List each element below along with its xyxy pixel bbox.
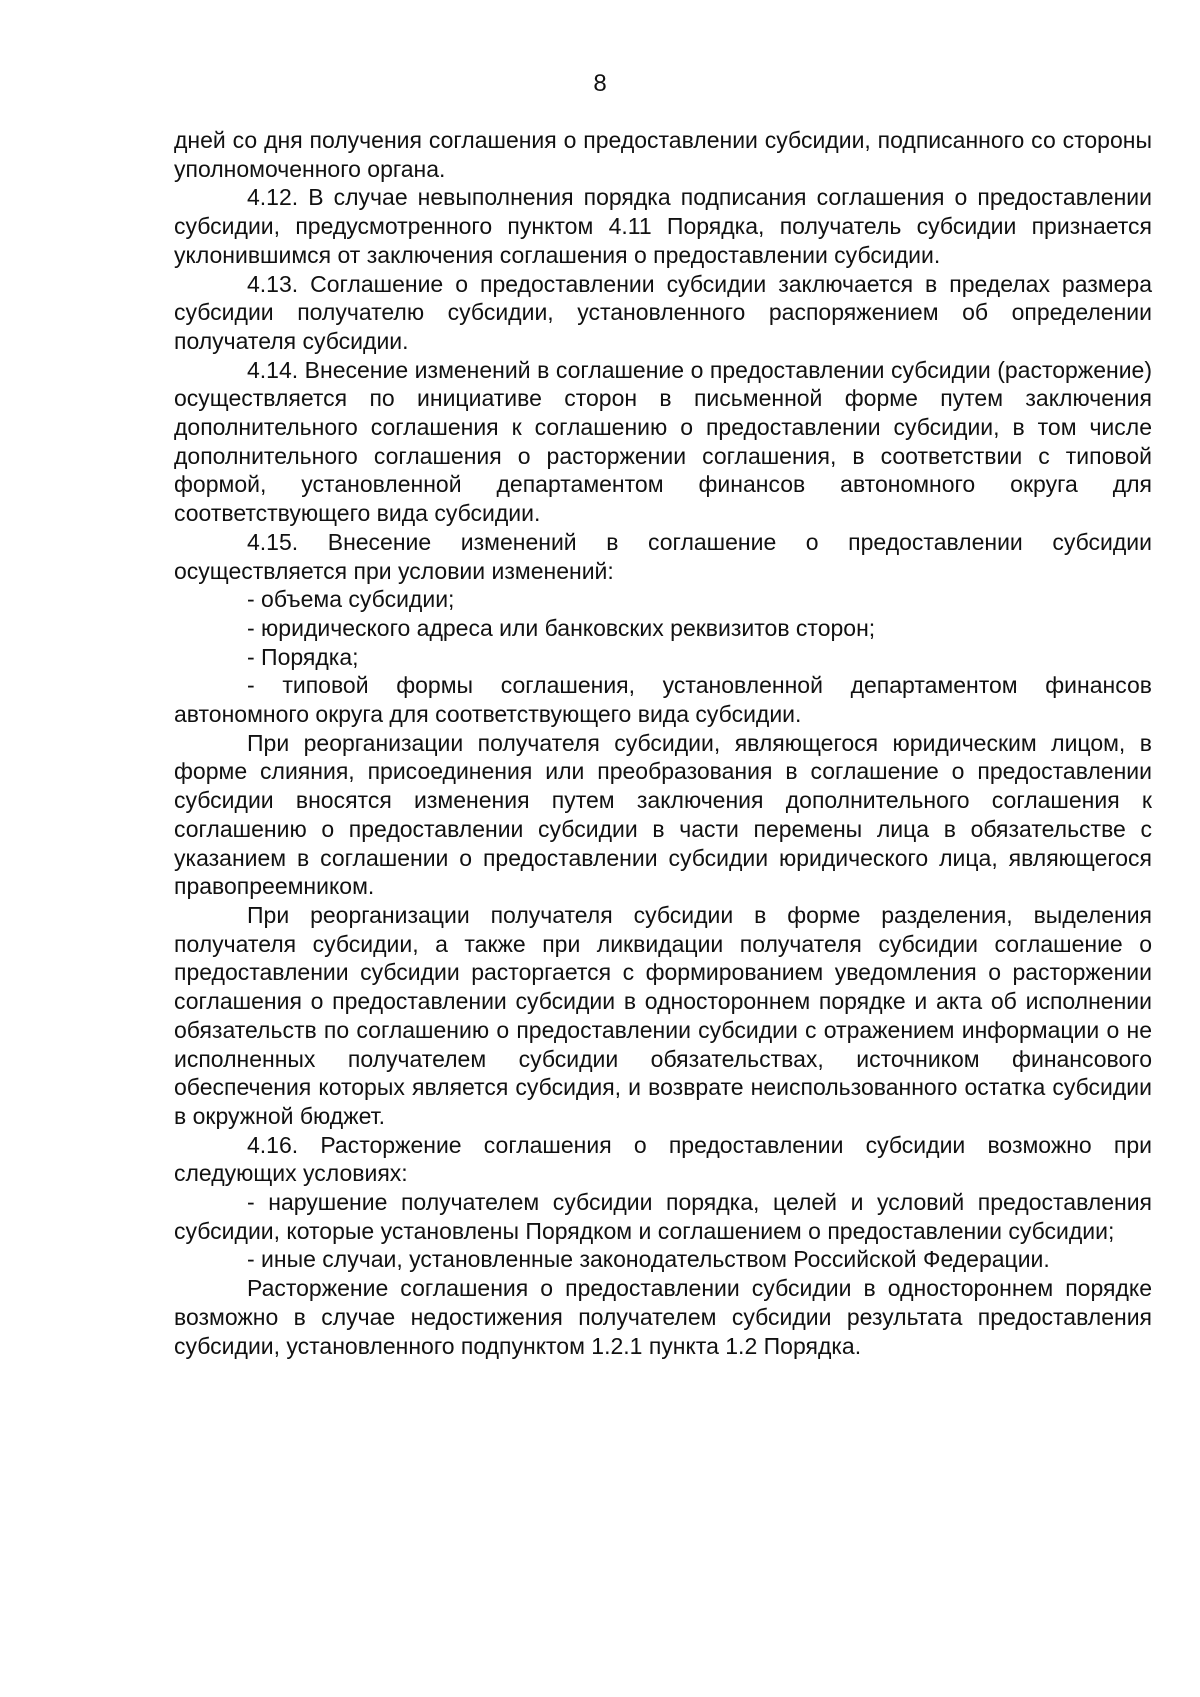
- list-item-other-cases: - иные случаи, установленные законодательством Российской Федерации.: [247, 1246, 1050, 1273]
- paragraph-reorganization-merger: При реорганизации получателя субсидии, являющегося юридическим лицом, в форме слияния, присоединения или преобразования в соглашение о предоставлении субсидии вносятся изменения путем заключения дополнительного соглашения к соглашению о предоставлении субсидии в части перемены лица в обязательстве с указанием в соглашении о предоставлении субсидии юридического лица, являющегося правопреемником.: [174, 729, 1152, 900]
- paragraph-4-16: 4.16. Расторжение соглашения о предоставлении субсидии возможно при следующих условиях:: [174, 1131, 1152, 1187]
- list-item-subsidy-volume: - объема субсидии;: [247, 586, 455, 613]
- paragraph-reorganization-division: При реорганизации получателя субсидии в форме разделения, выделения получателя субсидии, а также при ликвидации получателя субсидии соглашение о предоставлении субсидии расторгается с формированием уведомления о расторжении соглашения о предоставлении субсидии в одностороннем порядке и акта об исполнении обязательств по соглашению о предоставлении субсидии с отражением информации о не исполненных получателем субсидии обязательствах, источником финансового обеспечения которых является субсидия, и возврате неиспользованного остатка субсидии в окружной бюджет.: [174, 901, 1152, 1129]
- paragraph-4-12: 4.12. В случае невыполнения порядка подписания соглашения о предоставлении субсидии, предусмотренного пунктом 4.11 Порядка, получатель субсидии признается уклонившимся от заключения соглашения о предоставлении субсидии.: [174, 184, 1152, 268]
- paragraph-continuation: дней со дня получения соглашения о предоставлении субсидии, подписанного со стороны уполномоченного органа.: [174, 127, 1152, 182]
- paragraph-4-15: 4.15. Внесение изменений в соглашение о предоставлении субсидии осуществляется при условии изменений:: [174, 528, 1152, 584]
- document-body: [174, 126, 1152, 1360]
- list-item-standard-form: - типовой формы соглашения, установленной департаментом финансов автономного округа для соответствующего вида субсидии.: [174, 672, 1152, 728]
- list-item-violation: - нарушение получателем субсидии порядка, целей и условий предоставления субсидии, которые установлены Порядком и соглашением о предоставлении субсидии;: [174, 1189, 1152, 1244]
- paragraph-4-13: 4.13. Соглашение о предоставлении субсидии заключается в пределах размера субсидии получателю субсидии, установленного распоряжением об определении получателя субсидии.: [174, 270, 1152, 354]
- list-item-legal-address: - юридического адреса или банковских реквизитов сторон;: [247, 614, 876, 641]
- list-item-procedure: - Порядка;: [247, 643, 359, 670]
- page-number: 8: [593, 70, 607, 97]
- paragraph-unilateral-termination: Расторжение соглашения о предоставлении субсидии в одностороннем порядке возможно в случае недостижения получателем субсидии результата предоставления субсидии, установленного подпунктом 1.2.1 пункта 1.2 Порядка.: [174, 1275, 1152, 1359]
- paragraph-4-14: 4.14. Внесение изменений в соглашение о предоставлении субсидии (расторжение) осуществляется по инициативе сторон в письменной форме путем заключения дополнительного соглашения к соглашению о предоставлении субсидии, в том числе дополнительного соглашения о расторжении соглашения, в соответствии с типовой формой, установленной департаментом финансов автономного округа для соответствующего вида субсидии.: [174, 356, 1152, 527]
